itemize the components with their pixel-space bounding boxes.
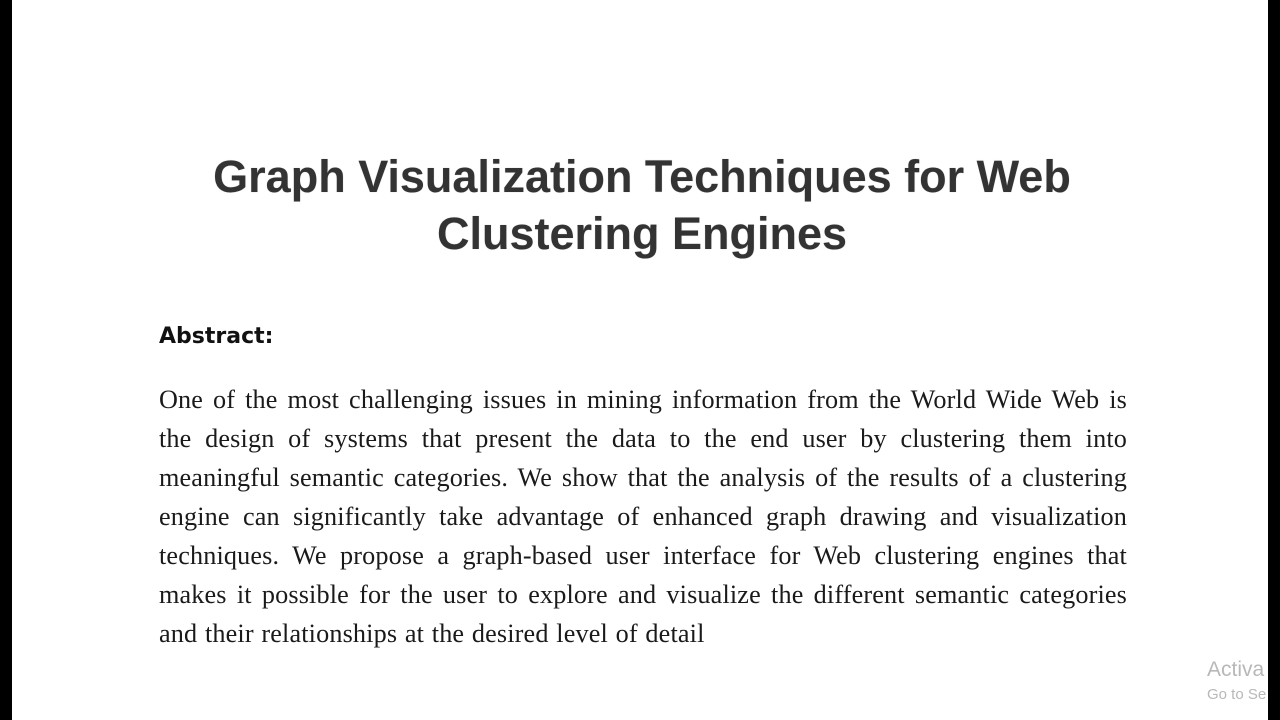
activation-watermark-title: Activa [1207,658,1265,681]
abstract-body: One of the most challenging issues in mining information from the World Wide Web is the design of systems that present the data to the end user by clustering them into meaningful semantic categories. We show that the analysis of the results of a clustering engine can significantly take advantage of enhanced graph drawing and visualization techniques. We propose a graph-based user interface for Web clustering engines that makes it possible for the user to explore and visualize the different semantic categories and their relationships at the desired level of detail [159,385,1127,648]
document-title: Graph Visualization Techniques for Web Clustering Engines [213,151,1071,259]
activation-watermark-subtitle: Go to Se [1207,686,1267,703]
activation-watermark [1207,655,1266,705]
abstract-heading: Abstract: [159,324,274,349]
document-page [12,0,1268,720]
